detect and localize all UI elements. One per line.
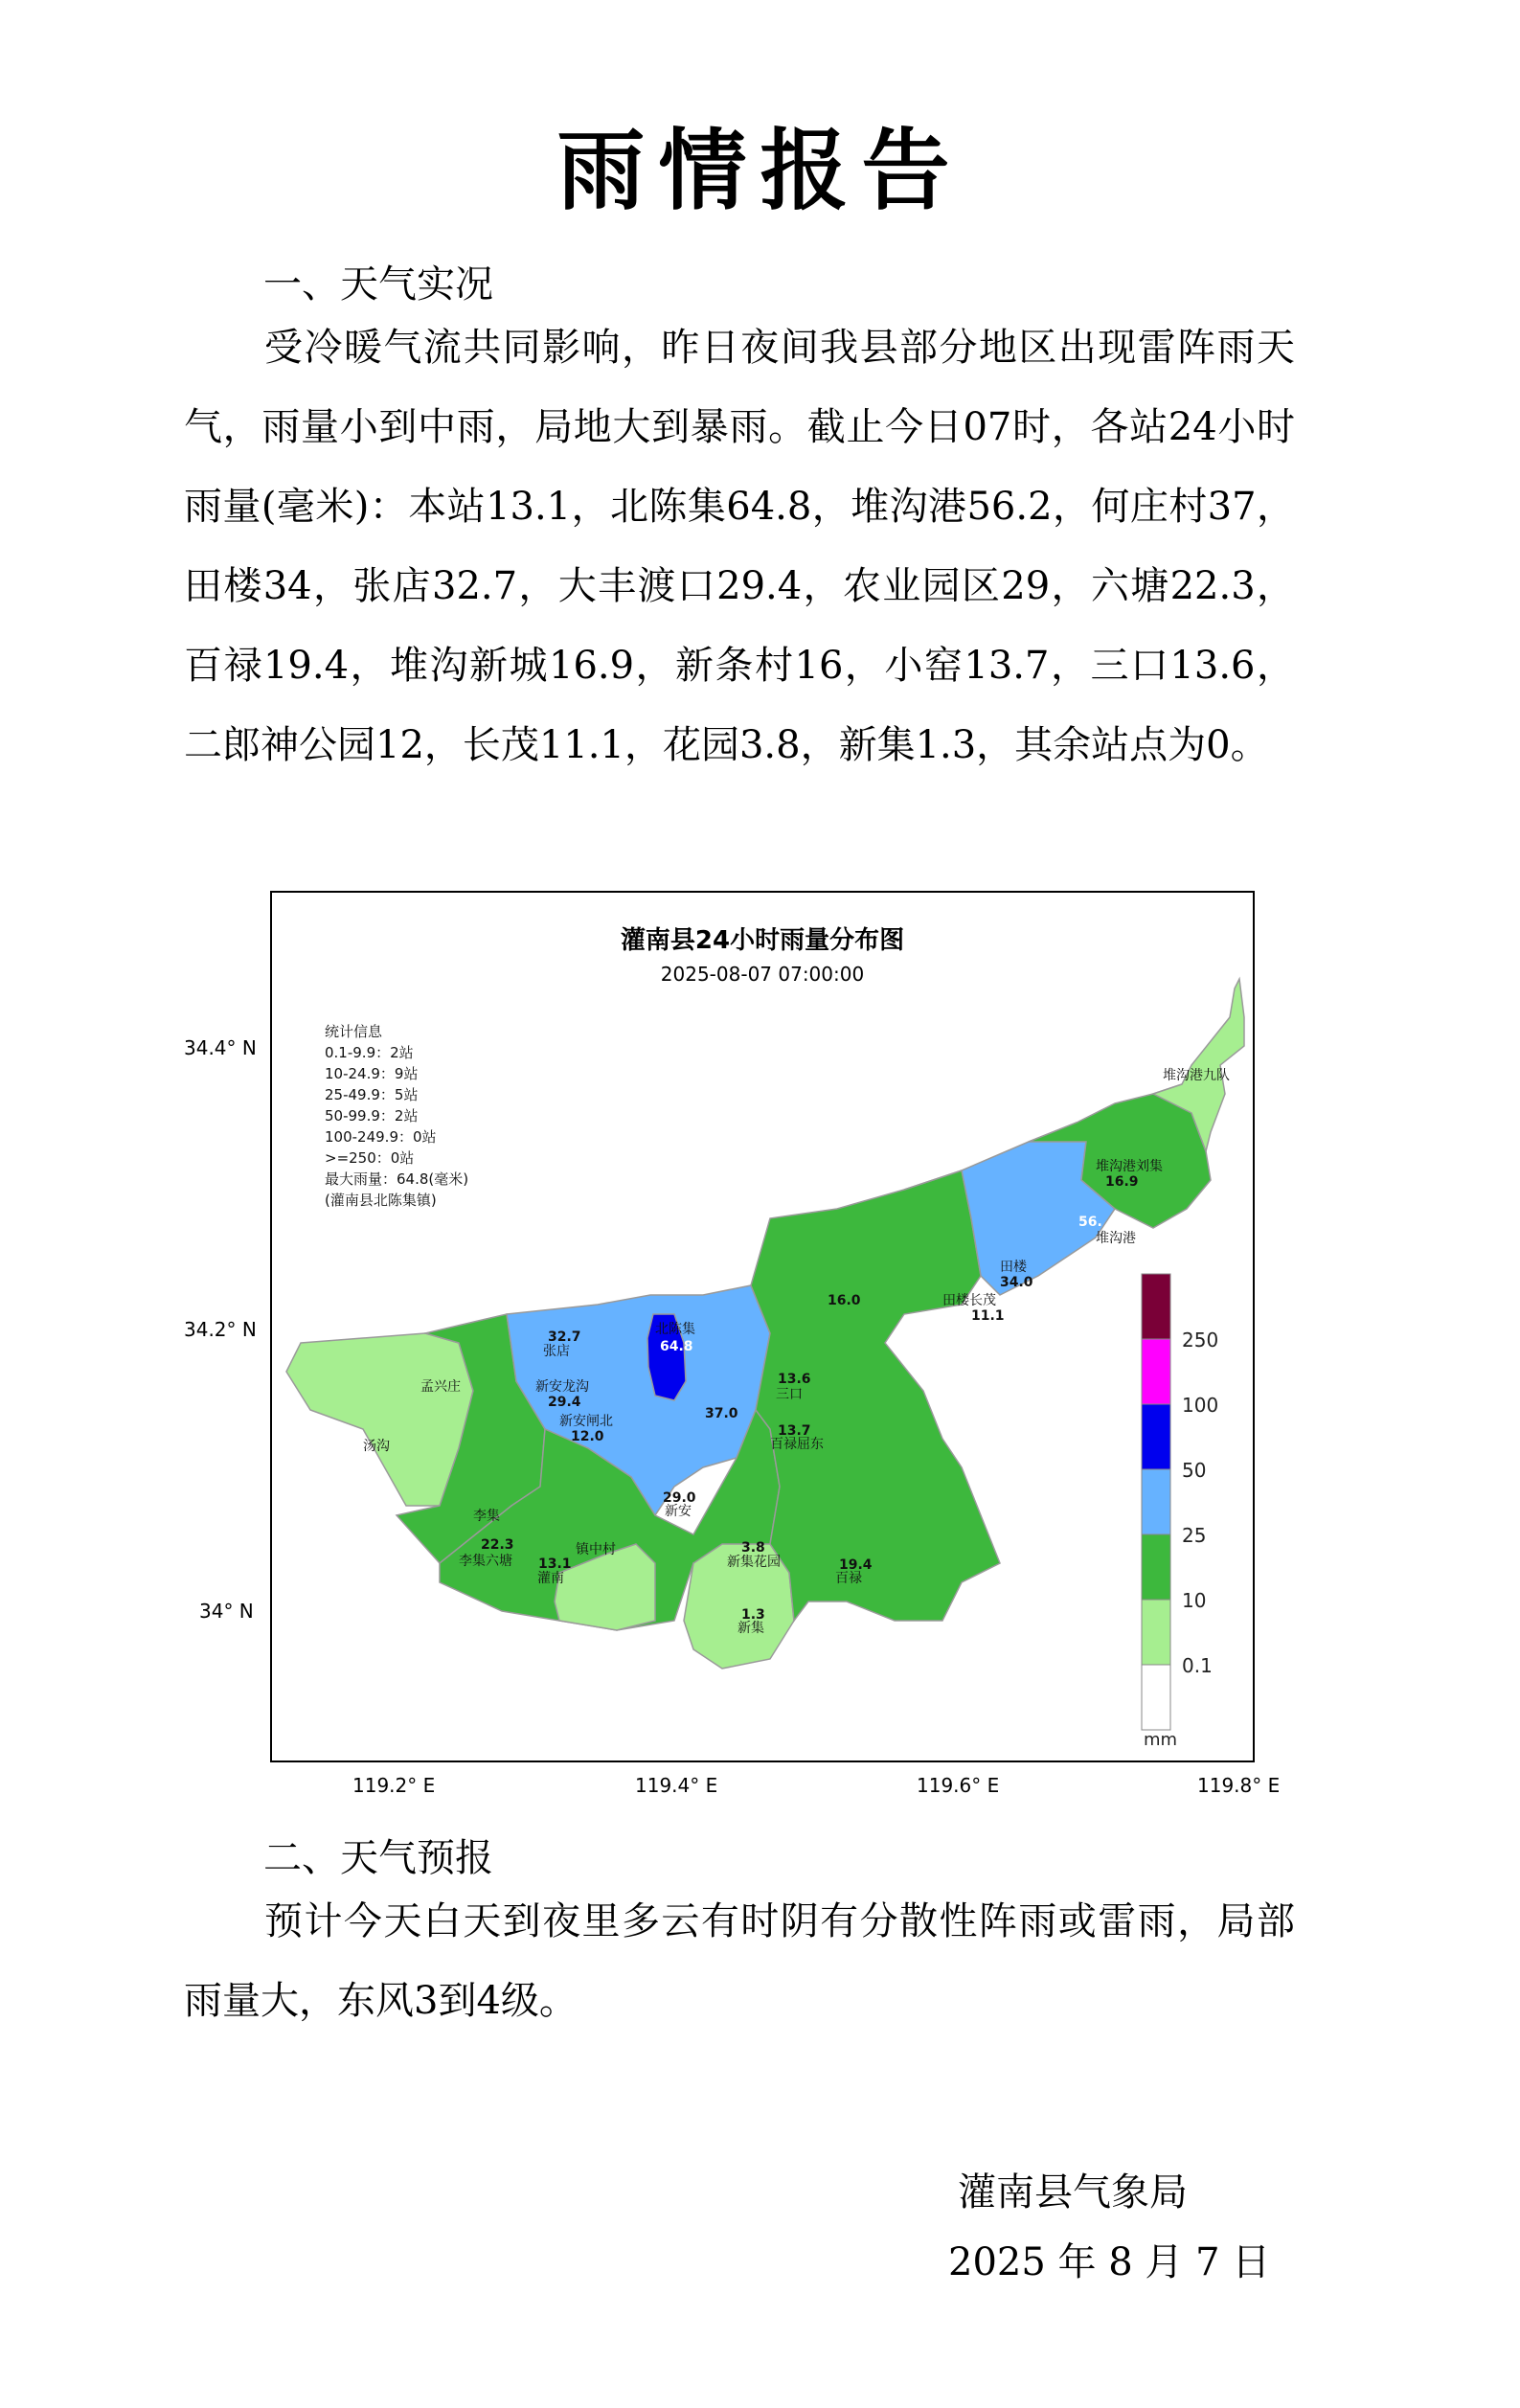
value-label: 11.1 (971, 1308, 1005, 1324)
stats-line: 最大雨量：64.8(毫米) (325, 1170, 469, 1188)
legend-swatch (1142, 1274, 1170, 1339)
place-label: 新集花园 (727, 1555, 781, 1570)
section-heading-observation: 一、天气实况 (263, 262, 493, 307)
signature-org: 灌南县气象局 (958, 2170, 1188, 2215)
place-label: 堆沟港 (1096, 1231, 1136, 1246)
place-label: 孟兴庄 (420, 1379, 461, 1395)
value-label: 37.0 (705, 1406, 738, 1421)
place-label: 新安闸北 (559, 1414, 613, 1429)
stats-line: 25-49.9：5站 (325, 1086, 419, 1103)
observation-paragraph: 受冷暖气流共同影响，昨日夜间我县部分地区出现雷阵雨天气，雨量小到中雨，局地大到暴雨。截止今日07时，各站24小时雨量(毫米)：本站13.1，北陈集64.8，堆沟港56.2，何庄村37，田楼34，张店32.7，大丰渡口29.4，农业园区29，六塘22.3，百禄19.4，堆沟新城16.9，新条村16，小窑13.7，三口13.6，二郎神公园12，长茂11.1，花园3.8，新集1.3，其余站点为0。 (184, 326, 1295, 767)
place-label: 李集六塘 (459, 1554, 512, 1569)
legend-label: 0.1 (1182, 1654, 1213, 1677)
value-label: 13.6 (778, 1372, 811, 1387)
lat-label-outside: 34.4° N (184, 1036, 257, 1059)
lat-label-outside: 34° N (199, 1600, 254, 1623)
value-label: 3.8 (741, 1540, 765, 1556)
legend-label: 10 (1182, 1589, 1207, 1612)
legend-swatch (1142, 1339, 1170, 1404)
place-label: 灌南 (537, 1571, 564, 1586)
value-label: 1.3 (741, 1607, 765, 1623)
stats-line: >=250：0站 (325, 1149, 415, 1167)
legend-swatch (1142, 1404, 1170, 1469)
value-label: 34.0 (1000, 1275, 1033, 1290)
signature-date: 2025 年 8 月 7 日 (948, 2240, 1271, 2284)
stats-line: 100-249.9：0站 (325, 1128, 437, 1146)
place-label: 堆沟港刘集 (1096, 1159, 1163, 1174)
value-label: 64.8 (660, 1339, 693, 1354)
lon-label: 119.2° E (352, 1774, 436, 1797)
value-label: 13.7 (778, 1423, 811, 1439)
rainfall-map (270, 891, 1255, 1762)
legend-label: 50 (1182, 1459, 1207, 1482)
place-label: 田楼长茂 (942, 1293, 996, 1308)
value-label: 16.0 (828, 1293, 861, 1308)
lon-label: 119.6° E (917, 1774, 1000, 1797)
value-label: 12.0 (571, 1429, 604, 1444)
place-label: 百禄屈东 (770, 1437, 824, 1452)
place-label: 堆沟港九队 (1163, 1068, 1230, 1083)
legend-swatch (1142, 1665, 1170, 1730)
place-label: 镇中村 (576, 1542, 616, 1557)
place-label: 百禄 (835, 1571, 862, 1586)
rainfall-map-svg (272, 893, 1253, 1761)
legend-label: 250 (1182, 1329, 1219, 1352)
legend-swatch (1142, 1534, 1170, 1600)
section-heading-forecast: 二、天气预报 (263, 1836, 493, 1880)
place-label: 新安龙沟 (535, 1379, 589, 1395)
region-west (286, 1333, 473, 1506)
value-label: 29.4 (548, 1395, 581, 1410)
place-label: 李集 (473, 1509, 500, 1524)
legend-label: 25 (1182, 1524, 1207, 1547)
value-label: 29.0 (663, 1490, 696, 1506)
stats-line: (灌南县北陈集镇) (325, 1192, 437, 1209)
report-title: 雨情报告 (556, 120, 964, 222)
value-label: 13.1 (538, 1556, 572, 1572)
legend-colorbar (1142, 1274, 1218, 1750)
place-label: 三口 (776, 1387, 803, 1402)
place-label: 田楼 (1000, 1260, 1027, 1275)
place-label: 新安 (665, 1504, 692, 1519)
stats-line: 50-99.9：2站 (325, 1107, 419, 1124)
value-label: 22.3 (481, 1537, 514, 1553)
place-label: 新集 (737, 1621, 764, 1636)
value-label: 56. (1078, 1215, 1102, 1230)
legend-swatch (1142, 1600, 1170, 1665)
lon-label: 119.8° E (1197, 1774, 1281, 1797)
value-label: 32.7 (548, 1329, 581, 1345)
stats-block (325, 1023, 468, 1209)
value-label: 19.4 (839, 1557, 873, 1573)
stats-line: 0.1-9.9：2站 (325, 1044, 414, 1061)
legend-unit: mm (1144, 1730, 1178, 1750)
map-time: 2025-08-07 07:00:00 (660, 963, 865, 986)
place-label: 北陈集 (655, 1322, 695, 1337)
value-label: 16.9 (1105, 1174, 1139, 1190)
legend-swatch (1142, 1469, 1170, 1534)
place-label: 汤沟 (363, 1439, 390, 1454)
forecast-paragraph: 预计今天白天到夜里多云有时阴有分散性阵雨或雷雨，局部雨量大，东风3到4级。 (184, 1899, 1295, 2023)
place-label: 张店 (543, 1344, 570, 1359)
lat-label-outside: 34.2° N (184, 1318, 257, 1341)
stats-line: 10-24.9：9站 (325, 1065, 419, 1082)
lon-label: 119.4° E (635, 1774, 718, 1797)
map-title: 灌南县24小时雨量分布图 (620, 926, 905, 955)
stats-line: 统计信息 (325, 1023, 383, 1040)
legend-label: 100 (1182, 1394, 1219, 1417)
